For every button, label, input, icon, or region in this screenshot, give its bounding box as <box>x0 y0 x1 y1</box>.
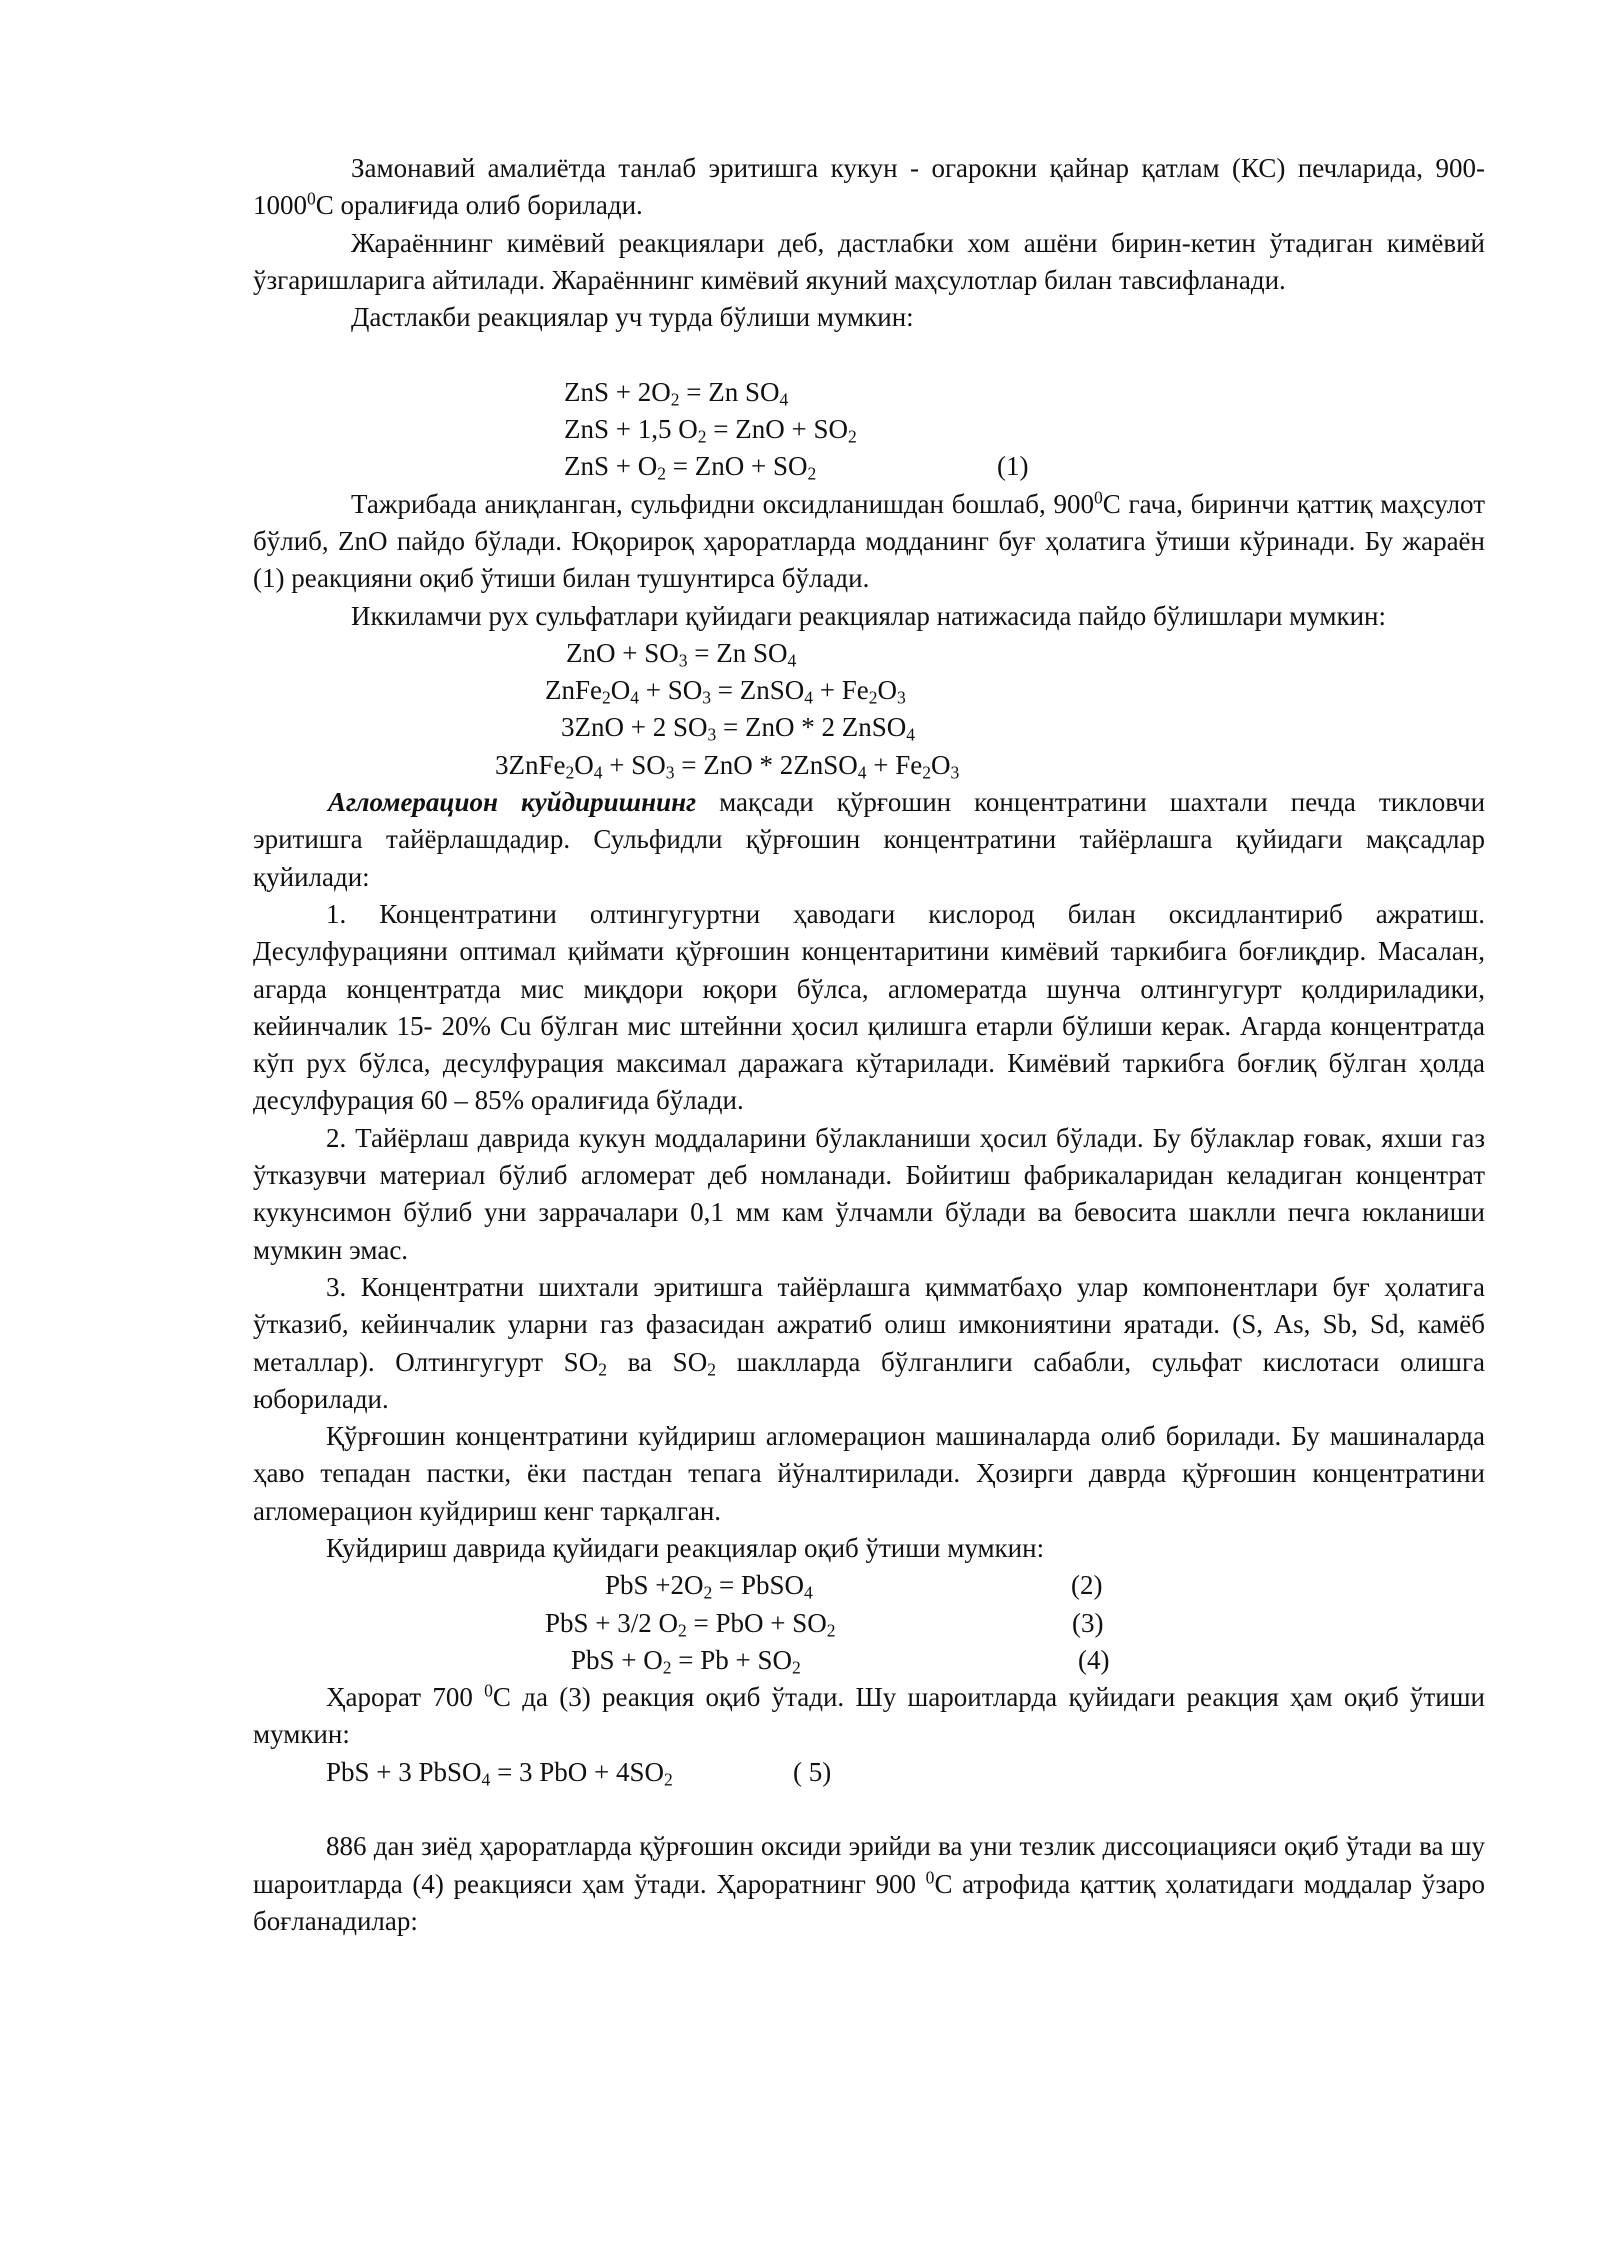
equation-number: ( 5) <box>793 1756 832 1787</box>
equation-5: $ZnFe_2O_4 + SO_3$ = ZnSO$_4$ + $Fe_2O_3$ <box>545 675 906 708</box>
equation-number: (2) <box>1071 1570 1103 1601</box>
paragraph-temperature-700: Ҳарорат 700 $^0$С да (3) реакция оқиб ўтади. Шу шароитларда қуйидаги реакция ҳам оқиб ўтиши мумкин: <box>253 1680 1485 1750</box>
equation-2: ZnS + 1,5 $O_2$ = ZnO + $SO_2$ <box>564 414 857 447</box>
paragraph-roasting-reactions: Куйдириш даврида қуйидаги реакциялар оқиб ўтиши мумкин: <box>326 1532 1045 1563</box>
equation-3: ZnS + $O_2$ = ZnO + $SO_2$ (1) <box>253 448 1485 485</box>
paragraph-agglomeration: Агломерацион куйдиришнинг мақсади қўрғошин концентратини шахтали печда тикловчи эритишга тайёрлашдадир. Сульфидли қўрғошин концентратини тайёрлашга қуйидаги мақсадлар қуйилади: <box>253 787 1486 892</box>
paragraph-point-2: 2. Тайёрлаш даврида кукун моддаларини бўлакланиши ҳосил бўлади. Бу бўлаклар ғовак, яхши газ ўтказувчи материал бўлиб агломерат деб номланади. Бойитиш фабрикаларидан келадиган концентрат кукунсимон бўлиб уни заррачалари 0,1 мм кам ўлчамли бўлади ва бевосита шаклли печга юкланиши мумкин эмас. <box>253 1122 1485 1265</box>
paragraph-temperature-886: 886 дан зиёд ҳароратларда қўрғошин оксиди эрийди ва уни тезлик диссоциацияси оқиб ўтади ва шу шароитларда (4) реакцияси ҳам ўтади. Ҳароратнинг 900 $^0$С атрофида қаттиқ ҳолатидаги моддалар ўзаро боғланадилар: <box>253 1831 1485 1936</box>
paragraph-roasting-intro: Замонавий амалиётда танлаб эритишга кукун - огарокни қайнар қатлам (КС) печларида, 900-1000$^0$С оралиғида олиб борилади. <box>253 153 1485 221</box>
document-body <box>253 150 1485 1940</box>
equation-10: PbS + $O_2 = Pb + SO_2$ (4) <box>253 1642 1485 1679</box>
blank-line <box>253 336 1485 373</box>
equation-4: ZnO + $SO_3 = Zn$ $SO_4$ <box>566 637 797 671</box>
equation-7: $3ZnFe_2O_4 + SO_3$ = ZnO * 2ZnSO$_4$ + $Fe_2O_3$ <box>495 749 960 783</box>
paragraph-initial-reactions: Дастлакби реакциялар уч турда бўлиши мумкин: <box>351 302 914 333</box>
paragraph-secondary-sulfates: Иккиламчи рух сульфатлари қуйидаги реакциялар натижасида пайдо бўлишлари мумкин: <box>351 600 1386 631</box>
equation-9: PbS + 3/2 $O_2$ = PbO + $SO_2$ (3) <box>253 1605 1485 1642</box>
equation-number: (1) <box>997 451 1029 482</box>
equation-number: (3) <box>1072 1607 1104 1638</box>
equation-number: (4) <box>1078 1644 1110 1675</box>
paragraph-experiment: Тажрибада аниқланган, сульфидни оксидланишдан бошлаб, $900^0С$ гача, биринчи қаттиқ маҳсулот бўлиб, ZnO пайдо бўлади. Юқорироқ ҳароратларда модданинг буғ ҳолатига ўтиши кўринади. Бу жараён (1) реакцияни оқиб ўтиши билан тушунтирса бўлади. <box>253 487 1485 594</box>
paragraph-point-1: 1. Концентратини олтингугуртни ҳаводаги кислород билан оксидлантириб ажратиш. Десулфурацияни оптимал қиймати қўрғошин концентаритини кимёвий таркибига боғлиқдир. Масалан, агарда концентратда мис миқдори юқори бўлса, агломератда шунча олтингугурт қолдириладики, кейинчалик 15- 20% Cu бўлган мис штейнни ҳосил қилишга етарли бўлиши керак. Агарда концентратда кўп рух бўлса, десулфурация максимал даражага кўтарилади. Кимёвий таркибга боғлиқ бўлган ҳолда десулфурация 60 – 85% оралиғида бўлади. <box>253 898 1485 1116</box>
equation-6: 3ZnO + 2 $SO_3$ = ZnO * 2 ZnSO$_4$ <box>561 712 915 745</box>
blank-line <box>253 1791 1485 1828</box>
equation-1: ZnS + $2O_2 = Zn$ $SO_4$ <box>564 376 789 410</box>
paragraph-chemical-reactions: Жараённинг кимёвий реакциялари деб, дастлабки хом ашёни бирин-кетин ўтадиган кимёвий ўзгаришларига айтилади. Жараённинг кимёвий якуний маҳсулотлар билан тавсифланади. <box>253 227 1485 295</box>
paragraph-lead-concentrate: Қўрғошин концентратини куйдириш агломерацион машиналарда олиб борилади. Бу машиналарда ҳаво тепадан пастки, ёки пастдан тепага йўналтирилади. Ҳозирги даврда қўрғошин концентратини агломерацион куйдириш кенг тарқалган. <box>253 1421 1485 1526</box>
emphasis-term: Агломерацион куйдиришнинг <box>328 787 697 818</box>
equation-11: PbS + 3 PbSO$_4$ = 3 PbO + $4SO_2$ ( 5) <box>253 1754 1485 1791</box>
equation-8: PbS $+2O_2$ = PbSO$_4$ (2) <box>253 1567 1485 1604</box>
paragraph-point-3: 3. Концентратни шихтали эритишга тайёрлашга қимматбаҳо улар компонентлари буғ ҳолатига ўтказиб, кейинчалик уларни газ фазасидан ажратиб олиш имкониятини яратади. (S, As, Sb, Sd, камёб металлар). Олтингугурт $SO_2$ ва $SO_2$ шаклларда бўлганлиги сабабли, сульфат кислотаси олишга юборилади. <box>253 1271 1485 1414</box>
